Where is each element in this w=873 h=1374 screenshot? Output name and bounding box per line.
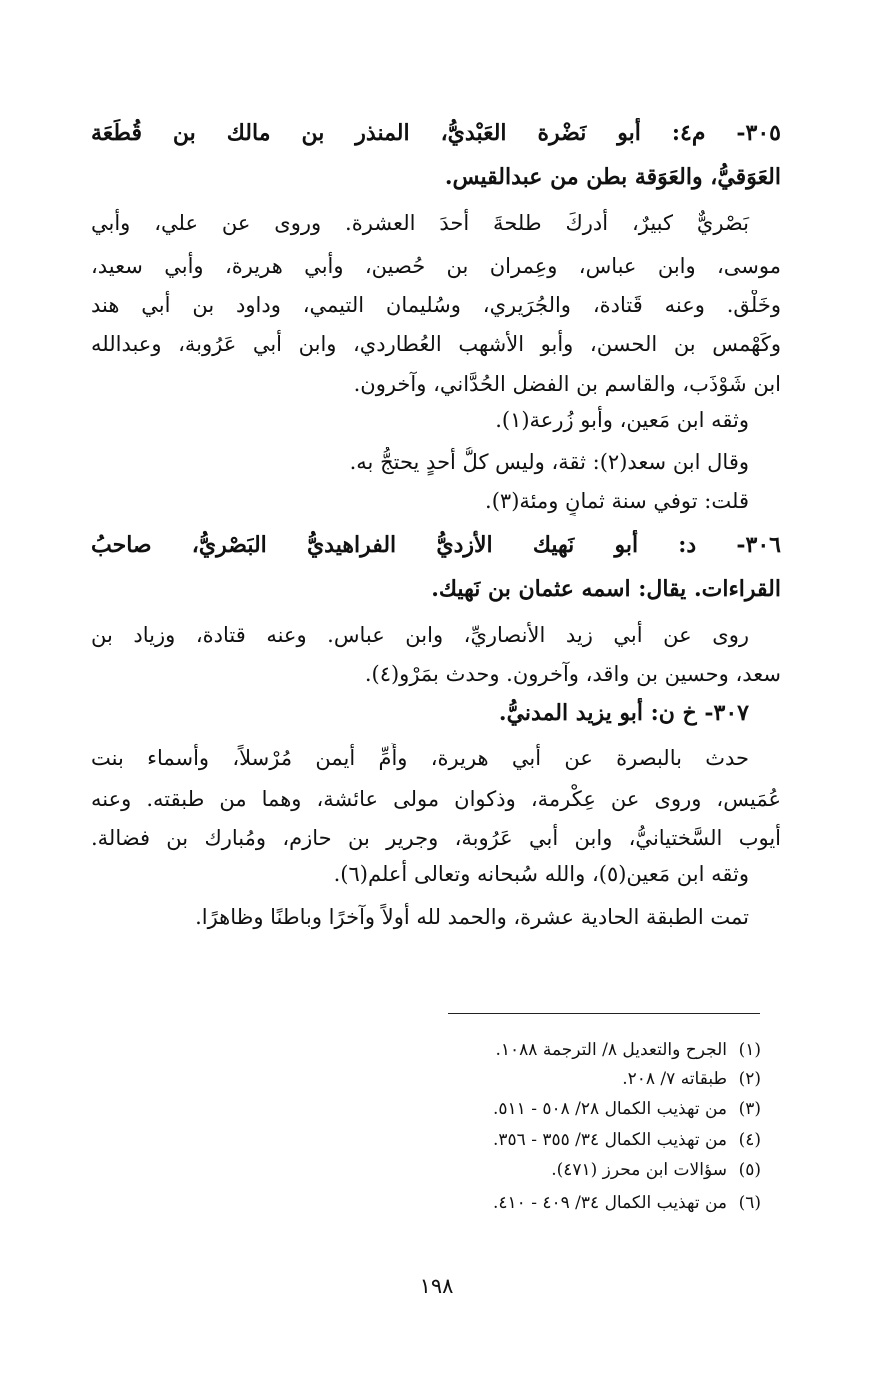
entry-307-body-line-1: حدث بالبصرة عن أبي هريرة، وأُمِّ أيمن مُرْسلاً، وأسماء بنت <box>91 746 749 770</box>
entry-306-body-line-1: روى عن أبي زيد الأنصاريِّ، وابن عباس. وعنه قتادة، وزياد بن <box>91 623 749 647</box>
footnote-divider <box>448 1013 760 1014</box>
entry-306-heading-line-2: القراءات. يقال: اسمه عثمان بن نَهيك. <box>431 576 781 602</box>
page-number: ١٩٨ <box>419 1274 454 1298</box>
footnote-number: (٢) <box>738 1069 761 1089</box>
footnote-text: سؤالات ابن محرز (٤٧١). <box>551 1160 727 1180</box>
entry-307-body-line-4: وثقه ابن مَعين(٥)، والله سُبحانه وتعالى أعلم(٦). <box>333 862 749 886</box>
entry-306-heading-line-1: ٣٠٦- د: أبو نَهيك الأزديُّ الفراهيديُّ البَصْريُّ، صاحبُ <box>91 532 781 558</box>
entry-305-heading-line-1: ٣٠٥- م٤: أبو نَضْرة العَبْديُّ، المنذر بن مالك بن قُطَعَة <box>91 120 781 146</box>
entry-305-note-1: وثقه ابن مَعين، وأبو زُرعة(١). <box>495 408 749 432</box>
entry-305-body-line-1: بَصْريٌّ كبيرٌ، أدركَ طلحةَ أحدَ العشرة. وروى عن علي، وأبي <box>91 211 749 235</box>
entry-305-note-2: وقال ابن سعد(٢): ثقة، وليس كلُّ أحدٍ يحتجُّ به. <box>349 450 749 474</box>
footnote-number: (٥) <box>738 1160 761 1180</box>
footnote-2 <box>622 1066 761 1092</box>
closing-statement: تمت الطبقة الحادية عشرة، والحمد لله أولاً وآخرًا وباطنًا وظاهرًا. <box>195 905 749 929</box>
footnote-text: من تهذيب الكمال ٣٤/ ٣٥٥ - ٣٥٦. <box>492 1130 727 1150</box>
entry-307-body-line-2: عُمَيس، وروى عن عِكْرمة، وذكوان مولى عائشة، وهما من طبقته. وعنه <box>91 787 781 811</box>
footnote-1 <box>496 1037 762 1063</box>
footnote-6 <box>493 1190 761 1216</box>
entry-305-heading-line-2: العَوَقيُّ، والعَوَقة بطن من عبدالقيس. <box>444 164 781 190</box>
entry-305-body-line-4: وكَهْمس بن الحسن، وأبو الأشهب العُطاردي، وابن أبي عَرُوبة، وعبدالله <box>91 332 781 356</box>
entry-305-body-line-3: وخَلْق. وعنه قَتادة، والجُرَيري، وسُليمان التيمي، وداود بن أبي هند <box>91 293 781 317</box>
footnote-number: (٣) <box>738 1099 761 1119</box>
footnote-3 <box>493 1096 761 1122</box>
footnote-text: من تهذيب الكمال ٣٤/ ٤٠٩ - ٤١٠. <box>492 1193 727 1213</box>
footnote-text: الجرح والتعديل ٨/ الترجمة ١٠٨٨. <box>495 1040 727 1060</box>
footnote-number: (٤) <box>738 1130 761 1150</box>
entry-307-heading: ٣٠٧- خ ن: أبو يزيد المدنيُّ. <box>498 700 749 726</box>
footnote-text: طبقاته ٧/ ٢٠٨. <box>622 1069 727 1089</box>
entry-305-body-line-2: موسى، وابن عباس، وعِمران بن حُصين، وأبي هريرة، وأبي سعيد، <box>91 254 781 278</box>
footnote-number: (٦) <box>738 1193 761 1213</box>
entry-305-body-line-5: ابن شَوْذَب، والقاسم بن الفضل الحُدَّاني، وآخرون. <box>353 372 781 396</box>
footnote-4 <box>493 1127 761 1153</box>
entry-305-note-3: قلت: توفي سنة ثمانٍ ومئة(٣). <box>485 489 749 513</box>
entry-306-body-line-2: سعد، وحسين بن واقد، وآخرون. وحدث بمَرْو(٤). <box>364 662 781 686</box>
footnote-number: (١) <box>738 1040 761 1060</box>
entry-307-body-line-3: أيوب السَّختيانيُّ، وابن أبي عَرُوبة، وجرير بن حازم، ومُبارك بن فضالة. <box>91 826 781 850</box>
footnote-5 <box>551 1157 761 1183</box>
footnote-text: من تهذيب الكمال ٢٨/ ٥٠٨ - ٥١١. <box>492 1099 727 1119</box>
